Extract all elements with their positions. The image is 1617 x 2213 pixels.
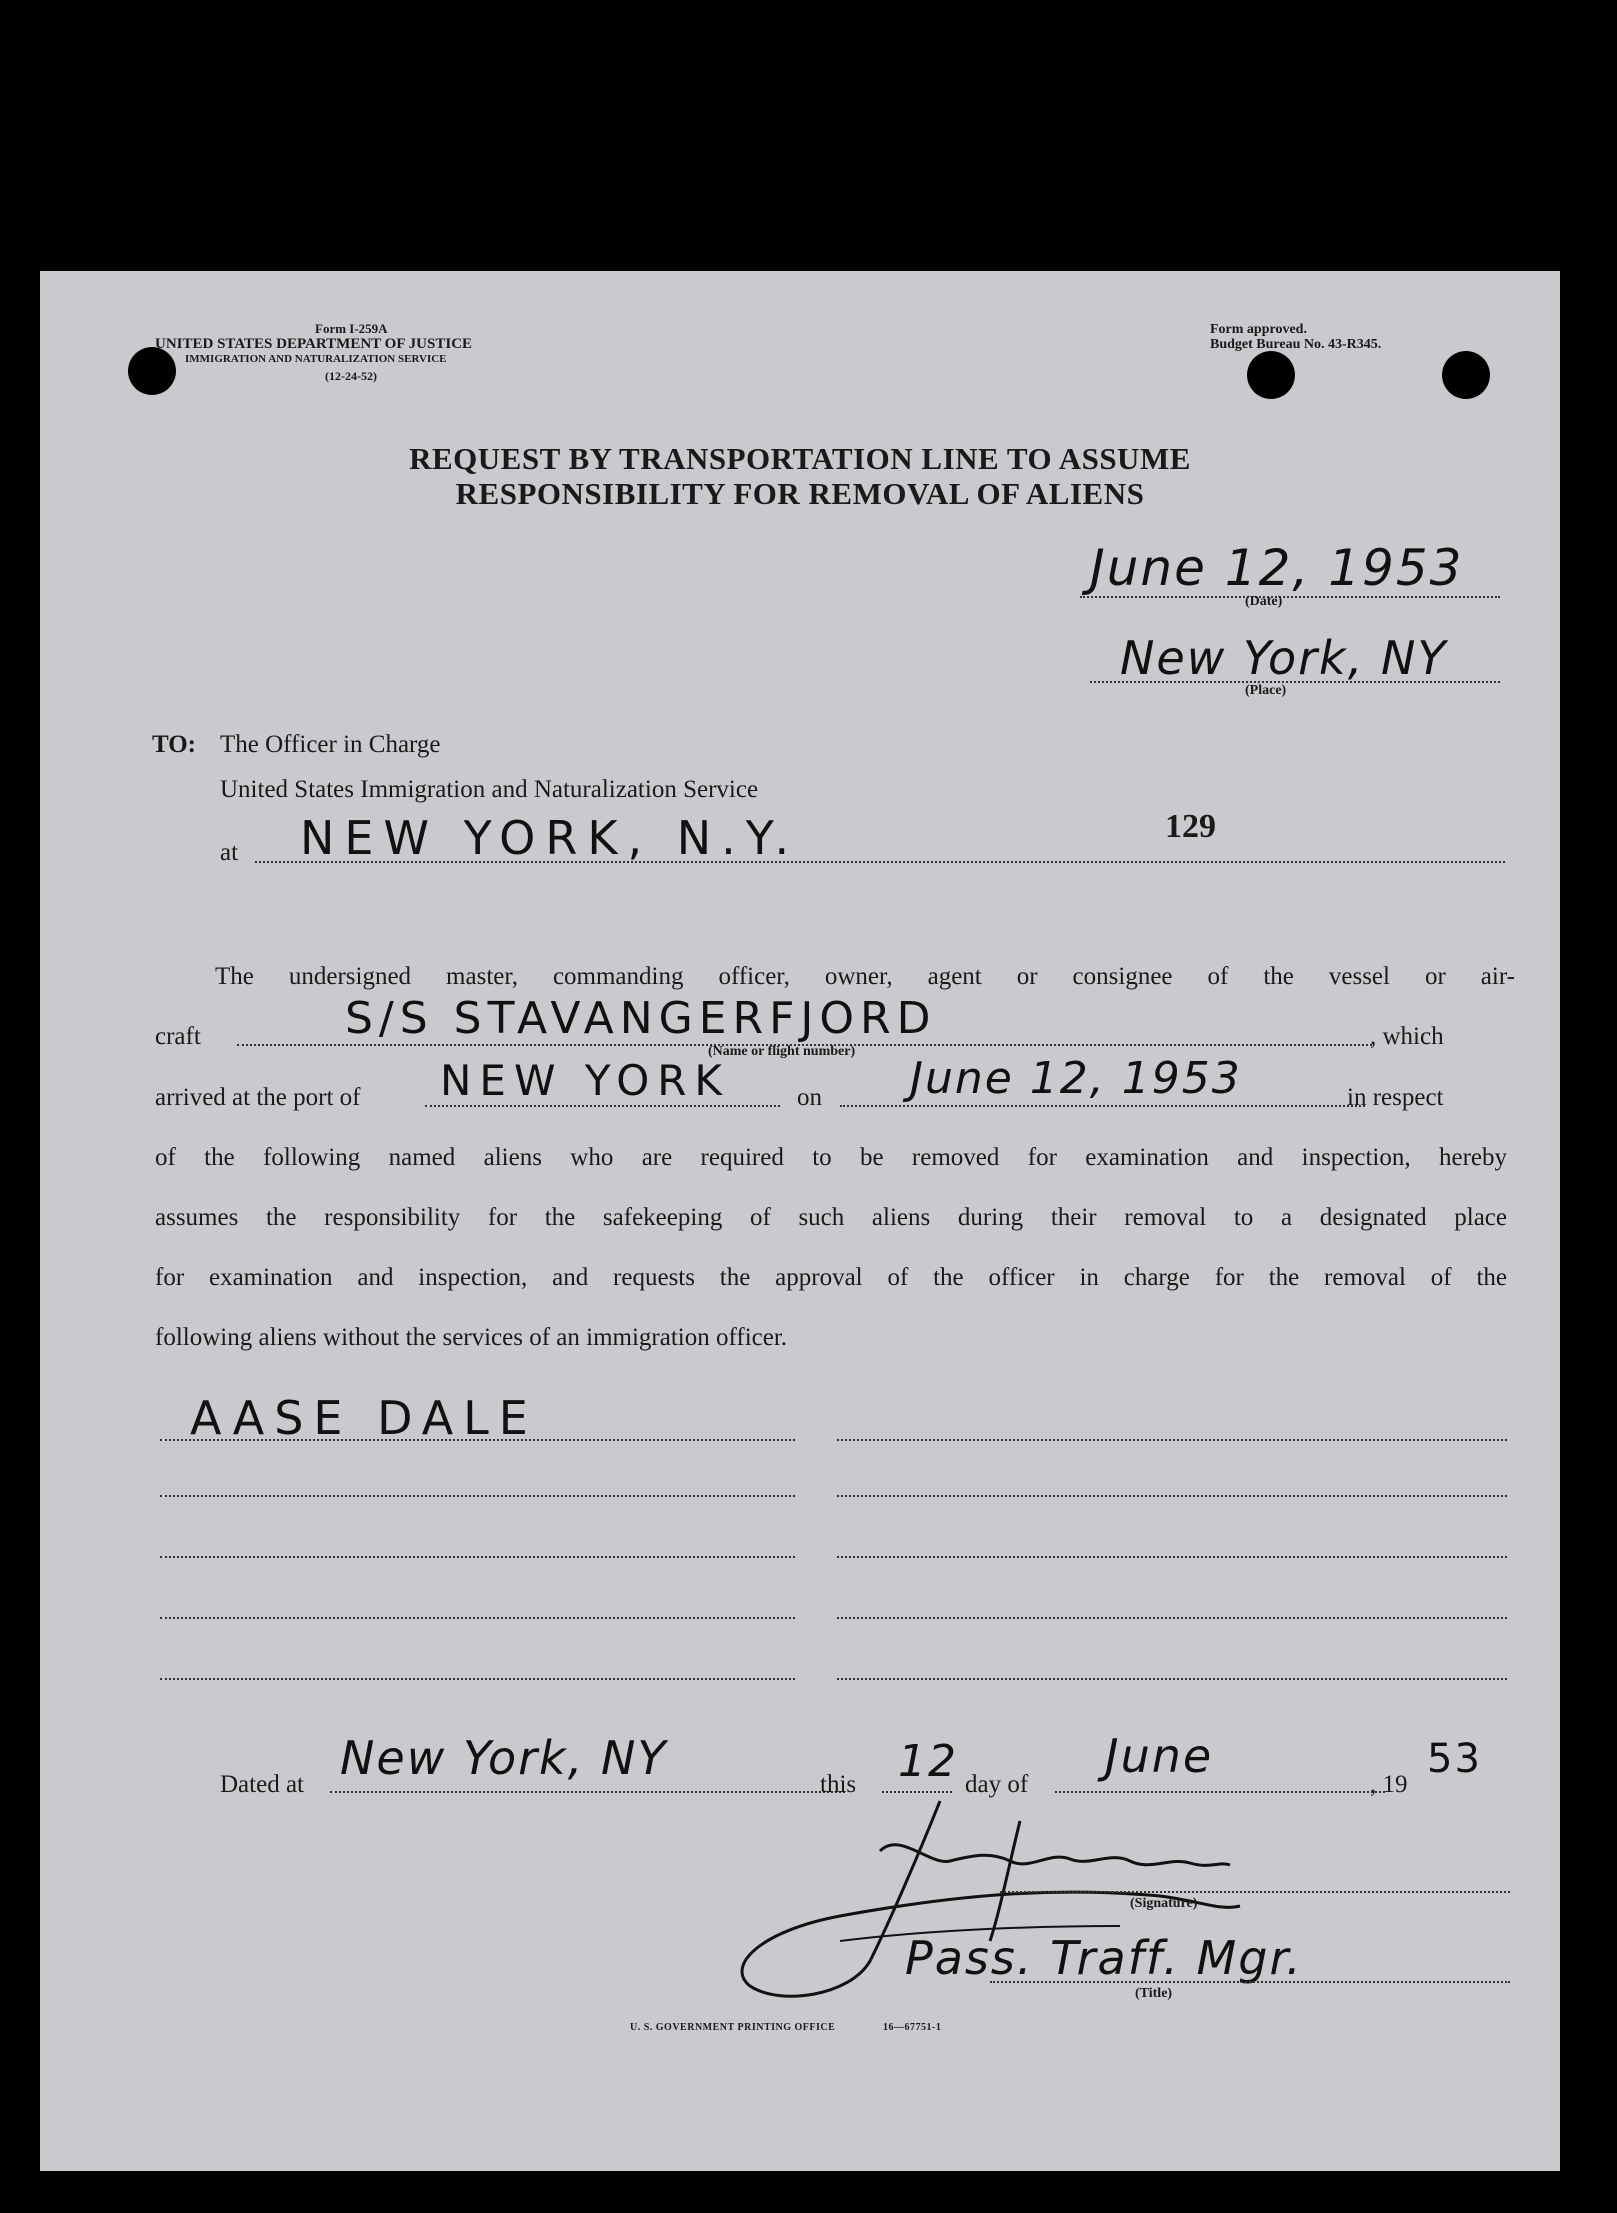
- place-value: New York, NY: [1120, 631, 1448, 685]
- month-value: June: [1105, 1729, 1214, 1783]
- in-respect-label: in respect: [1347, 1084, 1444, 1111]
- alien-line-right-1: [837, 1439, 1507, 1441]
- form-approved: Form approved.: [1210, 322, 1307, 337]
- arrival-date: June 12, 1953: [910, 1053, 1242, 1104]
- stamp-number: 129: [1165, 808, 1216, 845]
- paragraph-line-1: The undersigned master, commanding officer, owner, agent or consignee of the vessel or air-: [215, 963, 1515, 990]
- craft-value: S/S STAVANGERFJORD: [345, 993, 937, 1044]
- port-line: [425, 1105, 780, 1107]
- budget-bureau-number: Budget Bureau No. 43-R345.: [1210, 337, 1382, 352]
- punch-hole-right-1: [1247, 351, 1295, 399]
- alien-line-left-5: [160, 1678, 795, 1680]
- title-value: Pass. Traff. Mgr.: [905, 1931, 1303, 1985]
- form-title-line-1: REQUEST BY TRANSPORTATION LINE TO ASSUME: [409, 441, 1191, 476]
- form-revision: (12-24-52): [325, 369, 377, 383]
- at-line: [255, 861, 1505, 863]
- on-label: on: [797, 1084, 822, 1111]
- arrival-date-line: [840, 1105, 1365, 1107]
- this-label: this: [820, 1771, 857, 1798]
- signature-caption: (Signature): [1130, 1896, 1198, 1911]
- dated-at-value: New York, NY: [340, 1731, 668, 1785]
- alien-name-1: AASE DALE: [190, 1391, 538, 1445]
- arrived-label: arrived at the port of: [155, 1084, 361, 1111]
- signature-line: [1000, 1891, 1510, 1893]
- day-value: 12: [898, 1736, 958, 1787]
- at-value: NEW YORK, N.Y.: [300, 811, 800, 865]
- to-label: TO:: [152, 731, 196, 758]
- punch-hole-right-2: [1442, 351, 1490, 399]
- place-caption: (Place): [1245, 683, 1287, 698]
- alien-line-right-4: [837, 1617, 1507, 1619]
- craft-label: craft: [155, 1023, 201, 1050]
- alien-line-right-2: [837, 1495, 1507, 1497]
- at-label: at: [220, 839, 239, 866]
- signature-scribble: [720, 1791, 1360, 2021]
- year-prefix: , 19: [1370, 1771, 1408, 1798]
- officer-in-charge: The Officer in Charge: [220, 731, 441, 758]
- title-line: [990, 1981, 1510, 1983]
- punch-hole-left: [128, 347, 176, 395]
- craft-caption: (Name or flight number): [708, 1044, 856, 1059]
- paragraph-line-7: following aliens without the services of an immigration officer.: [155, 1324, 788, 1351]
- paragraph-line-6: for examination and inspection, and requests the approval of the officer in charge for the removal of the: [155, 1264, 1507, 1291]
- place-line: [1090, 681, 1500, 683]
- year-value: 53: [1427, 1736, 1482, 1782]
- port-value: NEW YORK: [440, 1056, 730, 1105]
- alien-line-left-2: [160, 1495, 795, 1497]
- date-caption: (Date): [1245, 594, 1283, 609]
- alien-line-right-3: [837, 1556, 1507, 1558]
- printer-code: 16—67751-1: [883, 2022, 942, 2033]
- alien-line-right-5: [837, 1678, 1507, 1680]
- department-name: UNITED STATES DEPARTMENT OF JUSTICE: [155, 336, 473, 352]
- paragraph-line-4: of the following named aliens who are required to be removed for examination and inspection, hereby: [155, 1144, 1507, 1171]
- dated-at-label: Dated at: [220, 1771, 304, 1798]
- alien-line-left-1: [160, 1439, 795, 1441]
- service-name: IMMIGRATION AND NATURALIZATION SERVICE: [185, 353, 447, 365]
- alien-line-left-4: [160, 1617, 795, 1619]
- printer-name: U. S. GOVERNMENT PRINTING OFFICE: [630, 2022, 836, 2033]
- title-caption: (Title): [1135, 1986, 1173, 2001]
- ins-service: United States Immigration and Naturalization Service: [220, 776, 759, 803]
- form-title-line-2: RESPONSIBILITY FOR REMOVAL OF ALIENS: [455, 476, 1145, 511]
- form-paper: [40, 271, 1560, 2171]
- day-of-label: day of: [965, 1771, 1029, 1798]
- alien-line-left-3: [160, 1556, 795, 1558]
- date-line: [1080, 596, 1500, 598]
- paragraph-line-5: assumes the responsibility for the safekeeping of such aliens during their removal to a designated place: [155, 1204, 1507, 1231]
- which-label: , which: [1370, 1023, 1444, 1050]
- date-value: June 12, 1953: [1090, 539, 1464, 597]
- form-number: Form I-259A: [315, 321, 388, 336]
